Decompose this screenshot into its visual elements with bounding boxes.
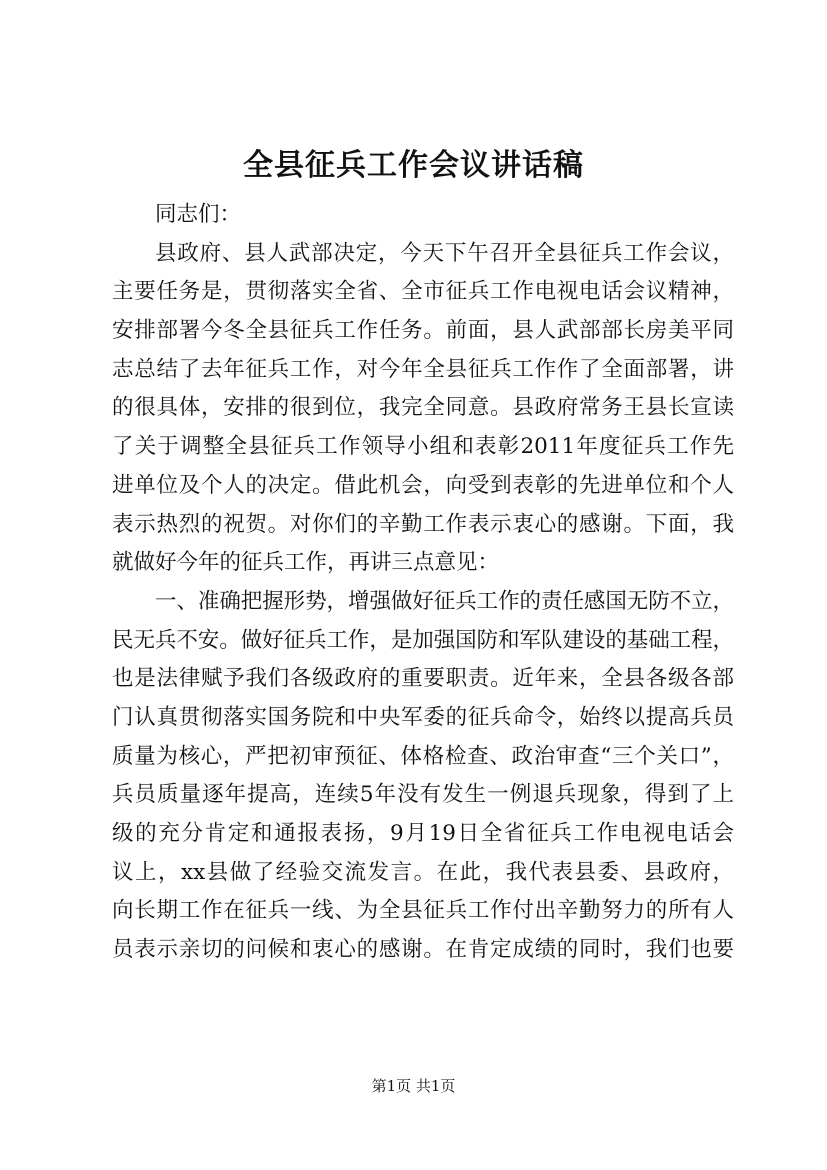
paragraph-line: 员表示亲切的问候和衷心的感谢。在肯定成绩的同时，我们也要 bbox=[112, 937, 734, 963]
paragraph-line: 也是法律赋予我们各级政府的重要职责。近年来，全县各级各部 bbox=[112, 666, 734, 692]
paragraph-line: 的很具体，安排的很到位，我完全同意。县政府常务王县长宣读 bbox=[112, 395, 734, 421]
paragraph-1 bbox=[112, 235, 734, 583]
paragraph-line: 级的充分肯定和通报表扬，9月19日全省征兵工作电视电话会 bbox=[112, 821, 734, 846]
paragraph-line: 主要任务是，贯彻落实全省、全市征兵工作电视电话会议精神， bbox=[112, 279, 734, 305]
paragraph-2 bbox=[112, 583, 734, 970]
greeting: 同志们： bbox=[155, 202, 242, 227]
paragraph-line: 民无兵不安。做好征兵工作，是加强国防和军队建设的基础工程， bbox=[112, 627, 734, 653]
page-number-footer: 第1页 共1页 bbox=[371, 1077, 456, 1095]
paragraph-line: 县政府、县人武部决定，今天下午召开全县征兵工作会议， bbox=[155, 240, 734, 266]
paragraph-line: 兵员质量逐年提高，连续5年没有发生一例退兵现象，得到了上 bbox=[112, 782, 734, 808]
paragraph-line: 表示热烈的祝贺。对你们的辛勤工作表示衷心的感谢。下面，我 bbox=[112, 511, 734, 537]
paragraph-line: 向长期工作在征兵一线、为全县征兵工作付出辛勤努力的所有人 bbox=[112, 898, 734, 924]
paragraph-line: 进单位及个人的决定。借此机会，向受到表彰的先进单位和个人 bbox=[112, 472, 734, 498]
paragraph-line: 志总结了去年征兵工作，对今年全县征兵工作作了全面部署，讲 bbox=[112, 356, 734, 382]
paragraph-line: 就做好今年的征兵工作，再讲三点意见： bbox=[112, 550, 500, 576]
document-body bbox=[112, 196, 734, 970]
paragraph-line: 安排部署今冬全县征兵工作任务。前面，县人武部部长房美平同 bbox=[112, 318, 734, 344]
paragraph-line: 门认真贯彻落实国务院和中央军委的征兵命令，始终以提高兵员 bbox=[112, 704, 734, 730]
paragraph-line: 议上，xx县做了经验交流发言。在此，我代表县委、县政府， bbox=[112, 859, 734, 885]
document-title: 全县征兵工作会议讲话稿 bbox=[243, 148, 584, 183]
paragraph-line: 了关于调整全县征兵工作领导小组和表彰2011年度征兵工作先 bbox=[112, 434, 734, 460]
paragraph-line: 质量为核心，严把初审预征、体格检查、政治审查“三个关口”， bbox=[112, 743, 734, 769]
paragraph-line: 一、准确把握形势，增强做好征兵工作的责任感国无防不立， bbox=[155, 588, 734, 614]
